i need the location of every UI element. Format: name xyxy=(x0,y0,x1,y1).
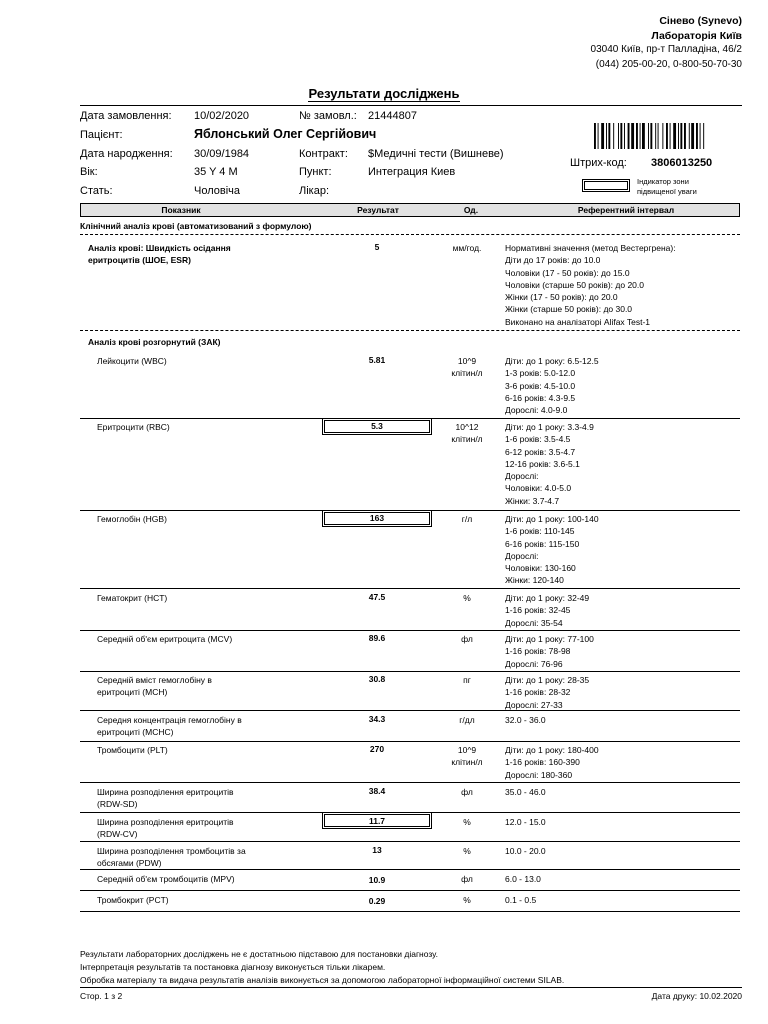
result-value: 30.8 xyxy=(368,674,386,684)
result-value: 10.9 xyxy=(368,875,386,885)
row-separator xyxy=(80,630,740,631)
result-unit: % xyxy=(463,817,471,827)
section-title-cbc: Аналіз крові розгорнутий (ЗАК) xyxy=(88,337,221,347)
lab-address: 03040 Київ, пр-т Палладіна, 46/2 xyxy=(590,44,742,55)
result-reference: 35.0 - 46.0 xyxy=(505,787,546,797)
result-unit: г/дл xyxy=(459,715,475,725)
attention-indicator-label: Індикатор зони підвищеної уваги xyxy=(637,177,697,196)
row-separator xyxy=(80,841,740,842)
dashed-separator xyxy=(80,330,740,331)
row-separator xyxy=(80,911,740,912)
result-unit: 10^12 клітин/л xyxy=(451,422,483,445)
header-result: Результат xyxy=(357,205,399,215)
page-number: Стор. 1 з 2 xyxy=(80,991,123,1001)
header-unit: Од. xyxy=(463,205,479,215)
sex-label: Стать: xyxy=(80,185,113,197)
contract: $Медичні тести (Вишневе) xyxy=(368,148,504,160)
result-value: 270 xyxy=(369,744,385,754)
footer-note-2: Інтерпретація результатів та постановка діагнозу виконується тільки лікарем. xyxy=(80,962,386,972)
row-separator xyxy=(80,741,740,742)
barcode-image xyxy=(594,123,744,149)
result-name: Середній об'єм еритроцита (MCV) xyxy=(97,634,233,644)
esr-unit: мм/год. xyxy=(452,243,482,253)
barcode-label: Штрих-код: xyxy=(570,157,627,169)
result-value: 5.3 xyxy=(371,421,383,431)
attention-indicator-box xyxy=(582,179,630,192)
result-unit: 10^9 клітин/л xyxy=(451,356,483,379)
result-reference: Діти: до 1 року: 100-140 1-6 років: 110-145 6-16 років: 115-150 Дорослі: Чоловіки: 130-160 Жінки: 120-140 xyxy=(505,514,599,586)
esr-name: Аналіз крові: Швидкість осідання еритроцитів (ШОЕ, ESR) xyxy=(88,243,231,266)
result-reference: 0.1 - 0.5 xyxy=(505,895,537,905)
result-reference: Діти: до 1 року: 180-400 1-16 років: 160-390 Дорослі: 180-360 xyxy=(505,745,599,780)
result-reference: Діти: до 1 року: 28-35 1-16 років: 28-32 Дорослі: 27-33 xyxy=(505,675,590,710)
result-unit: г/л xyxy=(461,514,473,524)
result-unit: % xyxy=(463,593,471,603)
result-value: 13 xyxy=(372,845,382,855)
result-name: Тромбокрит (PCT) xyxy=(97,895,169,905)
result-reference: 10.0 - 20.0 xyxy=(505,846,546,856)
header-reference: Референтний інтервал xyxy=(577,205,675,215)
result-name: Ширина розподілення еритроцитів (RDW-SD) xyxy=(97,787,234,810)
row-separator xyxy=(80,890,740,891)
point-label: Пункт: xyxy=(299,166,332,178)
header-indicator: Показник xyxy=(161,205,201,215)
lab-name: Сінево (Synevo) xyxy=(659,15,742,27)
result-value: 0.29 xyxy=(368,896,386,906)
birth-date: 30/09/1984 xyxy=(194,148,250,160)
result-name: Еритроцити (RBC) xyxy=(97,422,170,432)
result-reference: 6.0 - 13.0 xyxy=(505,874,541,884)
result-name: Гемоглобін (HGB) xyxy=(97,514,167,524)
esr-reference: Нормативні значення (метод Вестергрена): Діти до 17 років: до 10.0 Чоловіки (17 - 50 років): до 15.0 Чоловіки (старше 50 років): до 20.0 Жінки (17 - 50 років): до 20.0 Жінки (старше 50 років): до 30.0 Виконано на аналізаторі Alifax Test-1 xyxy=(505,243,676,327)
result-name: Ширина розподілення еритроцитів (RDW-CV) xyxy=(97,817,234,840)
result-unit: фл xyxy=(461,634,473,644)
result-value: 163 xyxy=(369,513,385,523)
result-unit: пг xyxy=(463,675,471,685)
title-rule xyxy=(80,105,742,106)
result-value: 38.4 xyxy=(368,786,386,796)
patient-label: Пацієнт: xyxy=(80,129,123,141)
age-label: Вік: xyxy=(80,166,98,178)
result-name: Середній об'єм тромбоцитів (MPV) xyxy=(97,874,235,884)
doctor-label: Лікар: xyxy=(299,185,330,197)
result-name: Лейкоцити (WBC) xyxy=(97,356,167,366)
birth-label: Дата народження: xyxy=(80,148,173,160)
order-no-label: № замовл.: xyxy=(299,110,357,122)
row-separator xyxy=(80,869,740,870)
table-header xyxy=(80,203,740,217)
lab-branch: Лабораторія Київ xyxy=(651,29,742,42)
order-date: 10/02/2020 xyxy=(194,110,250,122)
result-name: Середній вміст гемоглобіну в еритроциті (MCH) xyxy=(97,675,212,698)
footer-note-1: Результати лабораторних досліджень не є достатньою підставою для постановки діагнозу. xyxy=(80,949,438,959)
result-name: Тромбоцити (PLT) xyxy=(97,745,168,755)
result-unit: % xyxy=(463,895,471,905)
order-no: 21444807 xyxy=(368,110,417,122)
footer-rule xyxy=(80,987,742,988)
contract-label: Контракт: xyxy=(299,148,348,160)
lab-header xyxy=(591,14,742,72)
sex: Чоловіча xyxy=(194,185,241,197)
result-unit: % xyxy=(463,846,471,856)
result-reference: 32.0 - 36.0 xyxy=(505,715,546,725)
order-date-label: Дата замовлення: xyxy=(80,110,172,122)
document-title: Результати досліджень xyxy=(308,86,460,101)
footer-note-3: Обробка матеріалу та видача результатів аналізів виконується за допомогою лабораторної інформаційної системи SILAB. xyxy=(80,975,565,985)
result-name: Середня концентрація гемоглобіну в еритроциті (MCHC) xyxy=(97,715,242,738)
section-title-main: Клінічний аналіз крові (автоматизований з формулою) xyxy=(80,221,312,231)
result-reference: Діти: до 1 року: 77-100 1-16 років: 78-98 Дорослі: 76-96 xyxy=(505,634,594,669)
result-reference: 12.0 - 15.0 xyxy=(505,817,546,827)
row-separator xyxy=(80,782,740,783)
row-separator xyxy=(80,710,740,711)
result-reference: Діти: до 1 року: 3.3-4.9 1-6 років: 3.5-4.5 6-12 років: 3.5-4.7 12-16 років: 3.6-5.1 Дорослі: Чоловіки: 4.0-5.0 Жінки: 3.7-4.7 xyxy=(505,422,594,506)
result-value: 34.3 xyxy=(368,714,386,724)
dashed-separator xyxy=(80,234,740,235)
lab-phones: (044) 205-00-20, 0-800-50-70-30 xyxy=(595,58,742,70)
result-reference: Діти: до 1 року: 6.5-12.5 1-3 років: 5.0-12.0 3-6 років: 4.5-10.0 6-16 років: 4.3-9.5 Дорослі: 4.0-9.0 xyxy=(505,356,599,416)
result-value: 11.7 xyxy=(368,816,386,826)
result-unit: фл xyxy=(461,874,473,884)
row-separator xyxy=(80,671,740,672)
result-value: 5.81 xyxy=(368,355,386,365)
age: 35 Y 4 M xyxy=(194,166,238,178)
result-name: Ширина розподілення тромбоцитів за обсягами (PDW) xyxy=(97,846,246,869)
point: Интеграция Киев xyxy=(368,166,456,178)
row-separator xyxy=(80,588,740,589)
esr-value: 5 xyxy=(374,242,380,252)
result-value: 47.5 xyxy=(368,592,386,602)
result-unit: фл xyxy=(461,787,473,797)
result-name: Гематокрит (HCT) xyxy=(97,593,168,603)
result-value: 89.6 xyxy=(368,633,386,643)
patient-name: Яблонський Олег Сергійович xyxy=(194,127,377,141)
result-unit: 10^9 клітин/л xyxy=(451,745,483,768)
barcode-number: 3806013250 xyxy=(651,157,713,169)
result-reference: Діти: до 1 року: 32-49 1-16 років: 32-45 Дорослі: 35-54 xyxy=(505,593,590,628)
print-date: Дата друку: 10.02.2020 xyxy=(651,991,742,1001)
